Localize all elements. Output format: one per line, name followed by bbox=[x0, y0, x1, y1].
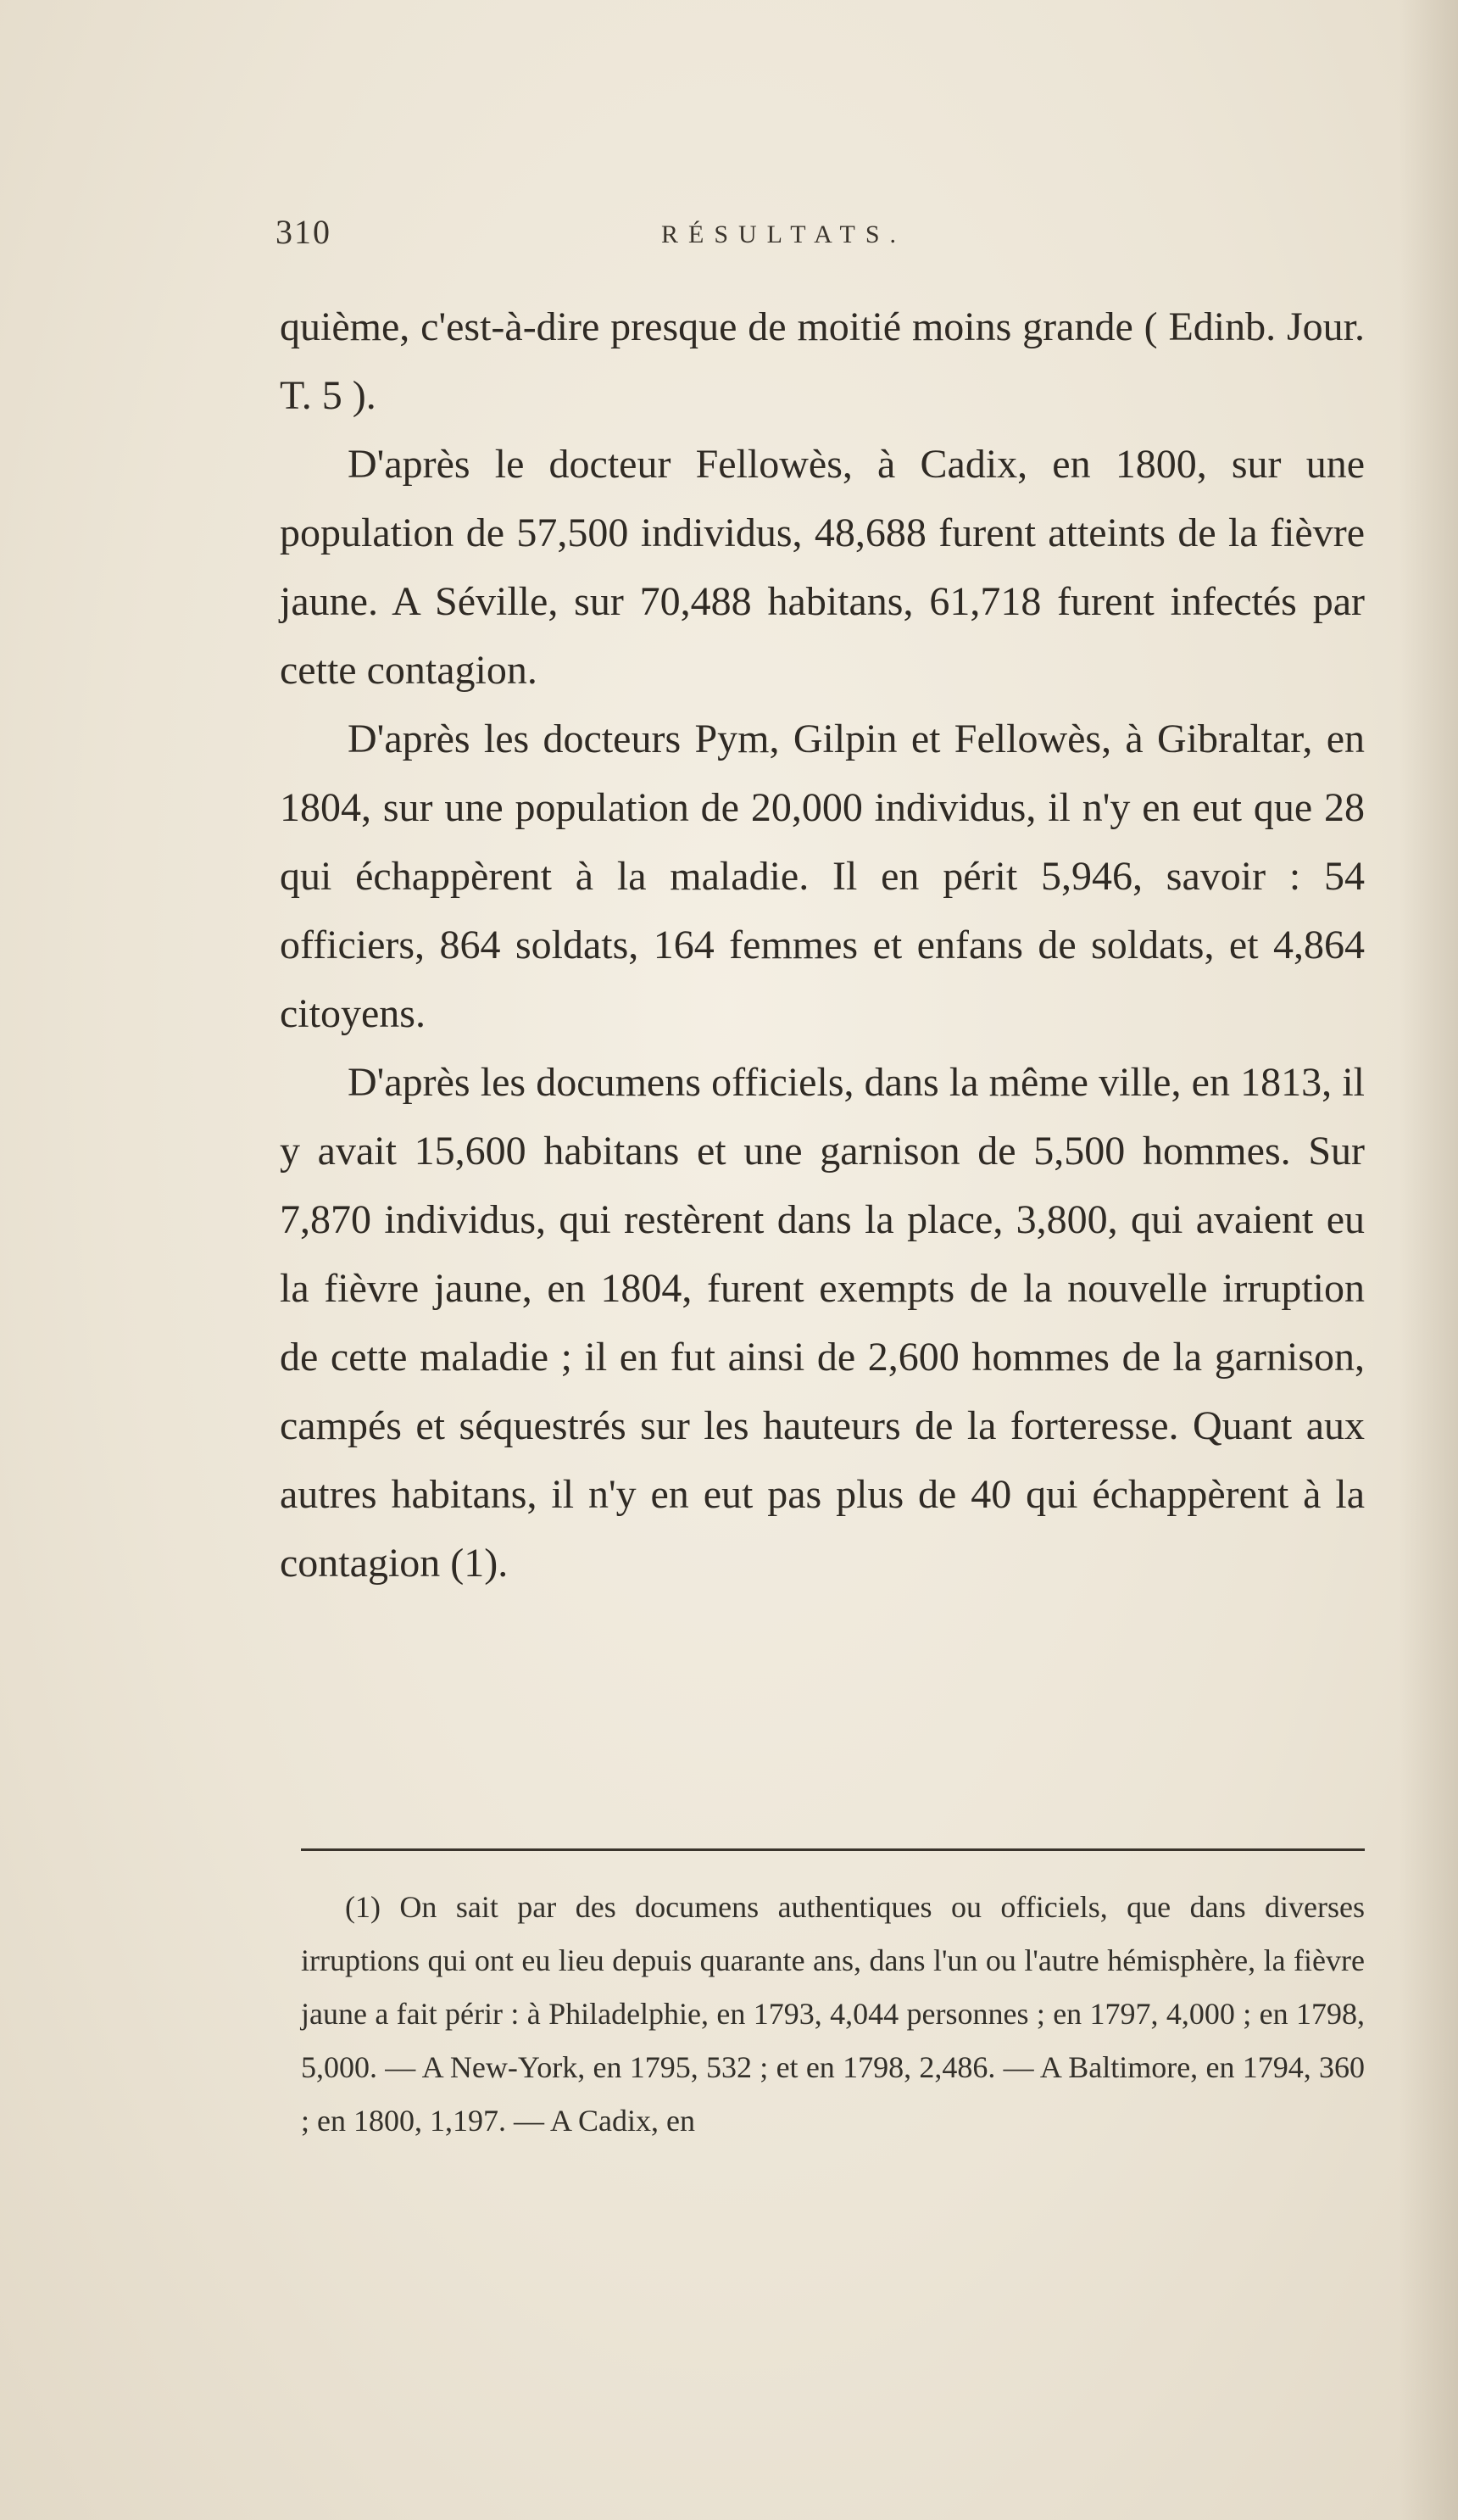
paragraph-cadix-seville: D'après le docteur Fellowès, à Cadix, en 1800, sur une population de 57,500 individus, 48,688 furent atteints de la fièvre jaune. A Séville, sur 70,488 habitans, 61,718 furent infectés par cette contagion. bbox=[280, 442, 1365, 693]
paragraph-gibraltar-1804: D'après les docteurs Pym, Gilpin et Fellowès, à Gibraltar, en 1804, sur une population de 20,000 individus, il n'y en eut que 28 qui échappèrent à la maladie. Il en périt 5,946, savoir : 54 officiers, 864 soldats, 164 femmes et enfans de soldats, et 4,864 citoyens. bbox=[280, 716, 1365, 1036]
paragraph-gibraltar-1813: D'après les documens officiels, dans la même ville, en 1813, il y avait 15,600 habitans et une garnison de 5,500 hommes. Sur 7,870 individus, qui restèrent dans la place, 3,800, qui avaient eu la fièvre jaune, en 1804, furent exempts de la nouvelle irruption de cette maladie ; il en fut ainsi de 2,600 hommes de la garnison, campés et séquestrés sur les hauteurs de la forteresse. Quant aux autres habitans, il n'y en eut pas plus de 40 qui échappèrent à la contagion (1). bbox=[280, 1060, 1365, 1586]
page-header bbox=[275, 212, 1386, 263]
body-text bbox=[280, 293, 1365, 1597]
footnote-text: (1) On sait par des documens authentiques ou officiels, que dans diverses irruptions qui ont eu lieu depuis quarante ans, dans l'un ou l'autre hémisphère, la fièvre jaune a fait périr : à Philadelphie, en 1793, 4,044 personnes ; en 1797, 4,000 ; en 1798, 5,000. — A New-York, en 1795, 532 ; et en 1798, 2,486. — A Baltimore, en 1794, 360 ; en 1800, 1,197. — A Cadix, en bbox=[301, 1890, 1365, 2138]
footnote bbox=[301, 1881, 1365, 2148]
footnote-rule bbox=[301, 1848, 1365, 1851]
paragraph-continuation: quième, c'est-à-dire presque de moitié moins grande ( Edinb. Jour. T. 5 ). bbox=[280, 304, 1365, 418]
running-head: RÉSULTATS. bbox=[661, 220, 907, 248]
page-number: 310 bbox=[275, 213, 331, 251]
